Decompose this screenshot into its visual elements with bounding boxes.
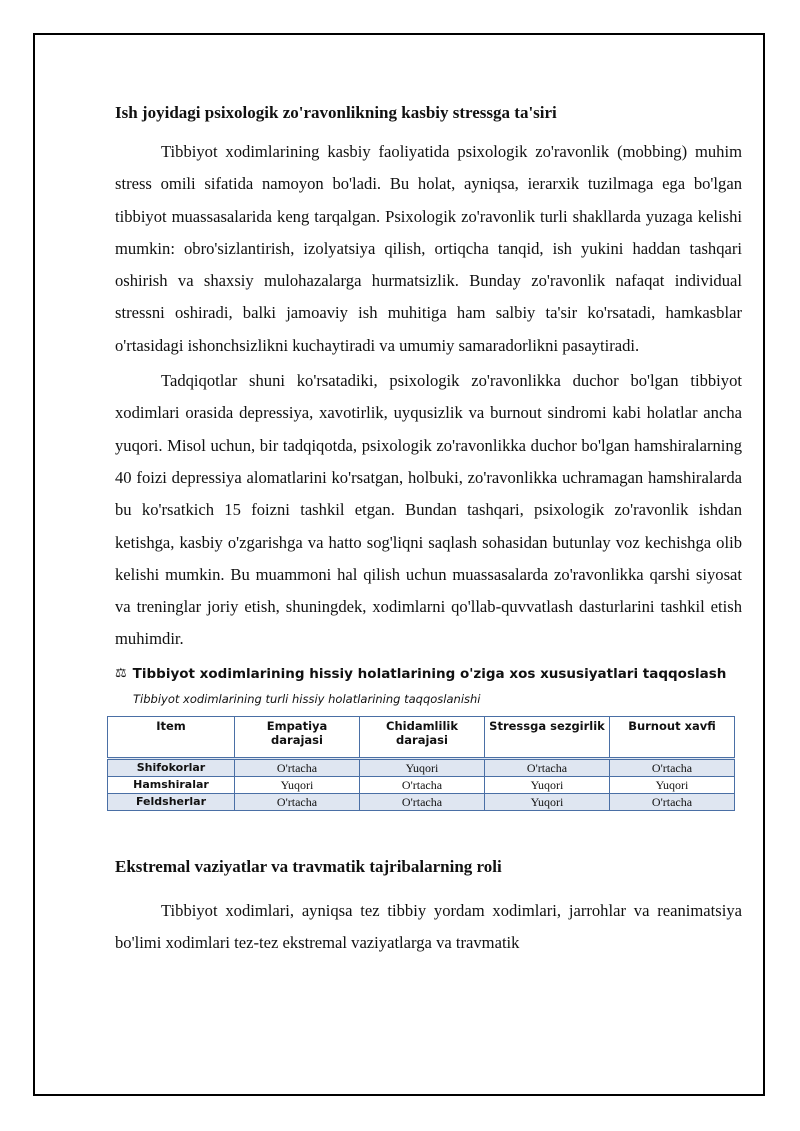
column-header: Stressga sezgirlik <box>485 716 610 758</box>
table-cell: Yuqori <box>610 776 735 793</box>
table-heading <box>115 664 742 684</box>
comparison-table <box>107 716 735 811</box>
table-heading-text: Tibbiyot xodimlarining hissiy holatlarining o'ziga xos xususiyatlari taqqoslash <box>132 665 727 682</box>
table-header-row <box>108 716 735 758</box>
paragraph: Tadqiqotlar shuni ko'rsatadiki, psixologik zo'ravonlikka duchor bo'lgan tibbiyot xodimlari orasida depressiya, xavotirlik, uyqusizlik va burnout sindromi kabi holatlar ancha yuqori. Misol uchun, bir tadqiqotda, psixologik zo'ravonlikka duchor bo'lgan hamshiralarning 40 foizi depressiya alomatlarini ko'rsatgan, holbuki, zo'ravonlikka uchramagan hamshiralarda bu ko'rsatkich 15 foizni tashkil etgan. Bundan tashqari, psixologik zo'ravonlik ishdan ketishga, kasbiy o'zgarishga va hatto sog'liqni saqlash sohasidan butunlay voz kechishga olib kelishi mumkin. Bu muammoni hal qilish uchun muassasalarda zo'ravonlikka qarshi siyosat va treninglar joriy etish, shuningdek, xodimlarni qo'llab-quvvatlash dasturlarini tashkil etish muhimdir. <box>115 371 742 649</box>
column-header: Burnout xavfi <box>610 716 735 758</box>
table-cell: Yuqori <box>360 758 485 776</box>
row-label: Hamshiralar <box>108 776 235 793</box>
paragraph: Tibbiyot xodimlari, ayniqsa tez tibbiy yordam xodimlari, jarrohlar va reanimatsiya bo'limi xodimlari tez-tez ekstremal vaziyatlarga va travmatik <box>115 900 742 953</box>
section-title: Ekstremal vaziyatlar va travmatik tajribalarning roli <box>115 856 502 876</box>
table-cell: Yuqori <box>485 776 610 793</box>
scale-icon: ⚖ <box>115 665 127 681</box>
table-cell: O'rtacha <box>235 793 360 810</box>
table-cell: O'rtacha <box>360 776 485 793</box>
table-caption: Tibbiyot xodimlarining turli hissiy holatlarining taqqoslanishi <box>133 691 481 706</box>
table-cell: O'rtacha <box>360 793 485 810</box>
table-cell: Yuqori <box>485 793 610 810</box>
row-label: Feldsherlar <box>108 793 235 810</box>
table-row <box>108 793 735 810</box>
column-header: Item <box>108 716 235 758</box>
table-cell: O'rtacha <box>610 758 735 776</box>
table-row <box>108 776 735 793</box>
document-body <box>115 95 742 959</box>
table-cell: O'rtacha <box>235 758 360 776</box>
column-header: Chidamlilik darajasi <box>360 716 485 758</box>
section-title: Ish joyidagi psixologik zo'ravonlikning kasbiy stressga ta'siri <box>115 103 557 122</box>
paragraph: Tibbiyot xodimlarining kasbiy faoliyatida psixologik zo'ravonlik (mobbing) muhim stress omili sifatida namoyon bo'ladi. Bu holat, ayniqsa, ierarxik tuzilmaga ega bo'lgan tibbiyot muassasalarida keng tarqalgan. Psixologik zo'ravonlik turli shakllarda yuzaga kelishi mumkin: obro'sizlantirish, izolyatsiya qilish, ortiqcha tanqid, ish yukini haddan tashqari oshirish va shaxsiy mulohazalarga hurmatsizlik. Bunday zo'ravonlik nafaqat individual stressni oshiradi, balki jamoaviy ish muhitiga ham salbiy ta'sir ko'rsatadi, hamkasblar o'rtasidagi ishonchsizlikni kuchaytiradi va umumiy samaradorlikni pasaytiradi. <box>115 142 742 355</box>
row-label: Shifokorlar <box>108 758 235 776</box>
table-cell: Yuqori <box>235 776 360 793</box>
table-cell: O'rtacha <box>610 793 735 810</box>
column-header: Empatiya darajasi <box>235 716 360 758</box>
table-row <box>108 758 735 776</box>
table-cell: O'rtacha <box>485 758 610 776</box>
